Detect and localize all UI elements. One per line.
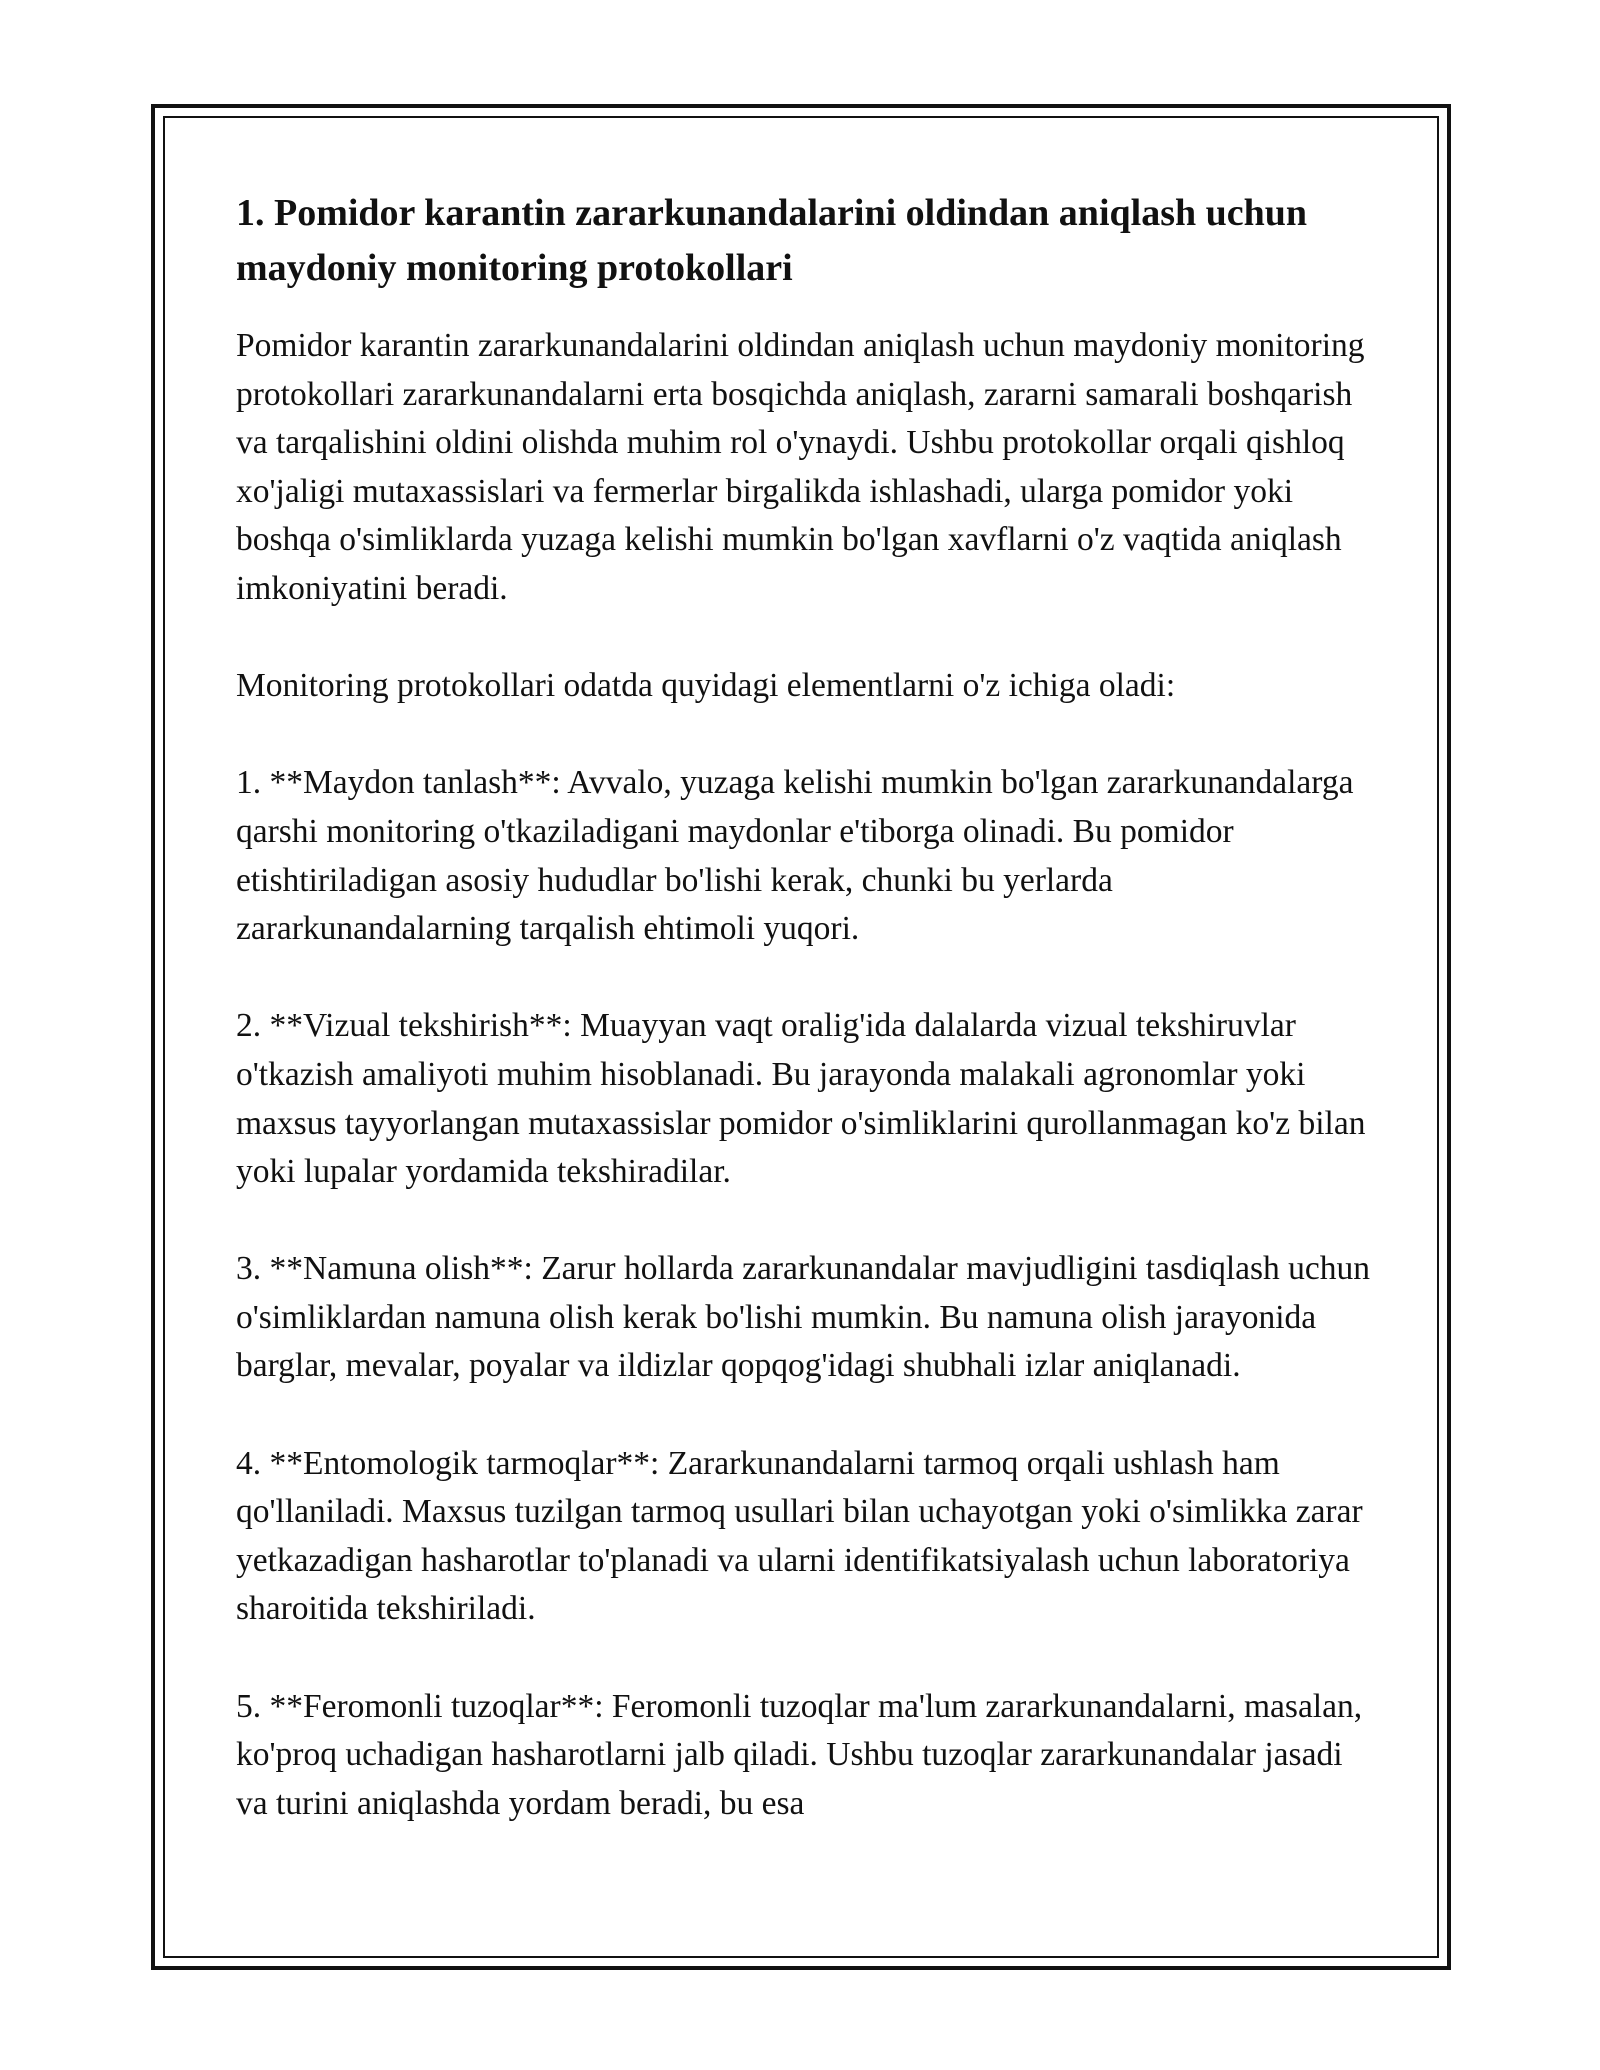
list-item-namuna-olish: 3. **Namuna olish**: Zarur hollarda zararkunandalar mavjudligini tasdiqlash uchun o'simliklardan namuna olish kerak bo'lishi mumkin. Bu namuna olish jarayonida barglar, mevalar, poyalar va ildizlar qopqog'idagi shubhali izlar aniqlanadi. [236,1250,1371,1385]
list-item-maydon-tanlash: 1. **Maydon tanlash**: Avvalo, yuzaga kelishi mumkin bo'lgan zararkunandalarga qarshi monitoring o'tkaziladigani maydonlar e'tiborga olinadi. Bu pomidor etishtiriladigan asosiy hududlar bo'lishi kerak, chunki bu yerlarda zararkunandalarning tarqalish ehtimoli yuqori. [236,764,1354,948]
paragraph-list-lead: Monitoring protokollari odatda quyidagi elementlarni o'z ichiga oladi: [236,667,1176,705]
list-item-vizual-tekshirish: 2. **Vizual tekshirish**: Muayyan vaqt oralig'ida dalalarda vizual tekshiruvlar o'tkazish amaliyoti muhim hisoblanadi. Bu jarayonda malakali agronomlar yoki maxsus tayyorlangan mutaxassislar pomidor o'simliklarini qurollanmagan ko'z bilan yoki lupalar yordamida tekshiradilar. [236,1007,1366,1191]
document-body [236,186,1376,1828]
paragraph-intro: Pomidor karantin zararkunandalarini oldindan aniqlash uchun maydoniy monitoring protokollari zararkunandalarni erta bosqichda aniqlash, zararni samarali boshqarish va tarqalishini oldini olishda muhim rol o'ynaydi. Ushbu protokollar orqali qishloq xo'jaligi mutaxassislari va fermerlar birgalikda ishlashadi, ularga pomidor yoki boshqa o'simliklarda yuzaga kelishi mumkin bo'lgan xavflarni o'z vaqtida aniqlash imkoniyatini beradi. [236,327,1365,607]
section-title: 1. Pomidor karantin zararkunandalarini oldindan aniqlash uchun maydoniy monitoring protokollari [236,192,1308,289]
list-item-feromonli-tuzoqlar: 5. **Feromonli tuzoqlar**: Feromonli tuzoqlar ma'lum zararkunandalarni, masalan, ko'proq uchadigan hasharotlarni jalb qiladi. Ushbu tuzoqlar zararkunandalar jasadi va turini aniqlashda yordam beradi, bu esa [236,1687,1363,1822]
list-item-entomologik-tarmoqlar: 4. **Entomologik tarmoqlar**: Zararkunandalarni tarmoq orqali ushlash ham qo'llaniladi. Maxsus tuzilgan tarmoq usullari bilan uchayotgan yoki o'simlikka zarar yetkazadigan hasharotlar to'planadi va ularni identifikatsiyalash uchun laboratoriya sharoitida tekshiriladi. [236,1444,1363,1628]
